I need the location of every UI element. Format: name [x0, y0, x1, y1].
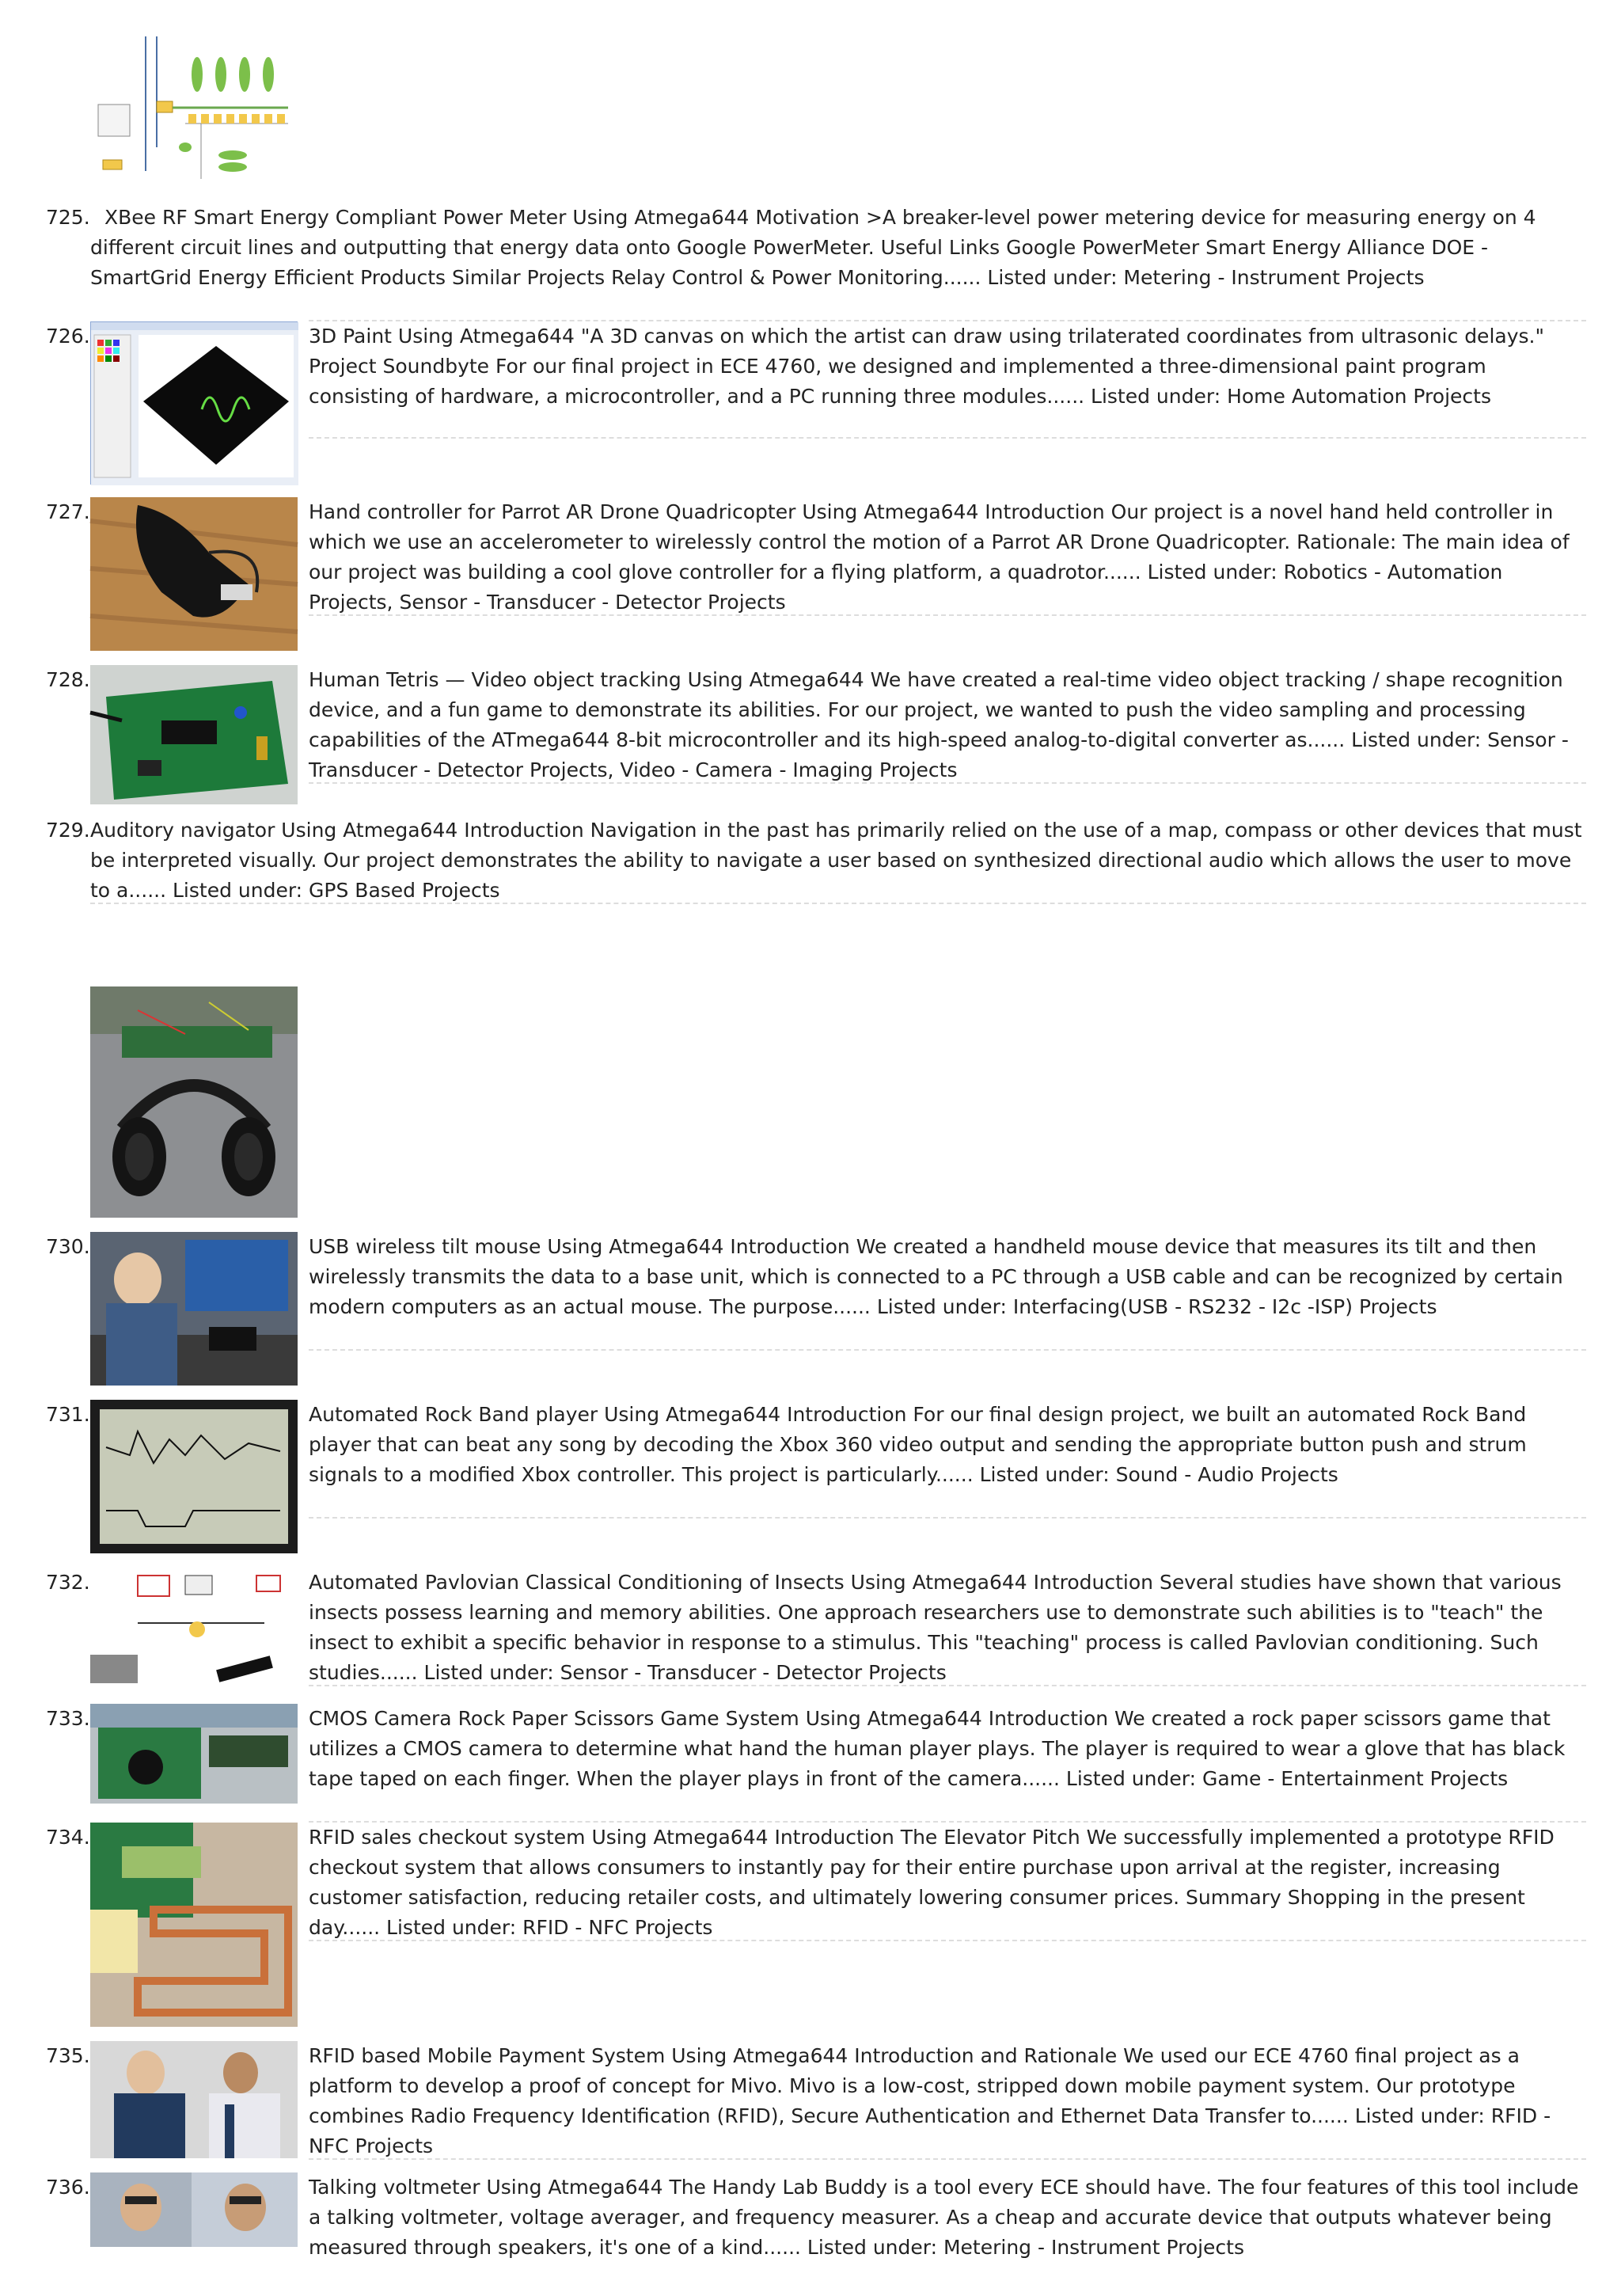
entry-description[interactable] — [309, 2172, 1583, 2263]
entry-text: RFID based Mobile Payment System Using Atmega644 Introduction and Rationale We used our ECE 4760 final project as a platform to develop a proof of concept for Mivo. Mivo is a low-cost, stripped down mobile payment system. Our prototype combines Radio Frequency Identification (RFID), Secure Authentication and Ethernet Data Transfer to...... Listed under: RFID - NFC Projects — [309, 2044, 1551, 2157]
entry-text: XBee RF Smart Energy Compliant Power Meter Using Atmega644 Motivation >A breaker-level power metering device for measuring energy on 4 different circuit lines and outputting that energy data onto Google PowerMeter. Useful Links Google PowerMeter Smart Energy Alliance DOE - SmartGrid Energy Efficient Products Similar Projects Relay Control & Power Monitoring...... Listed under: Metering - Instrument Projects — [90, 206, 1536, 289]
entry-description[interactable] — [309, 665, 1583, 781]
cmos-camera-thumbnail[interactable] — [90, 1704, 298, 1804]
pavlovian-diagram-thumbnail[interactable] — [90, 1568, 298, 1691]
entry-number: 725. — [46, 206, 90, 229]
entry-number: 736. — [46, 2176, 90, 2199]
entry-separator — [309, 1517, 1586, 1519]
circuit-diagram-image — [90, 29, 298, 187]
entry-separator — [309, 614, 1586, 616]
entry-text: CMOS Camera Rock Paper Scissors Game System Using Atmega644 Introduction We created a rock paper scissors game that utilizes a CMOS camera to determine what hand the human player plays. The player is required to wear a glove that has black tape taped on each finger. When the player plays in front of the camera...... Listed under: Game - Entertainment Projects — [309, 1707, 1566, 1790]
experiment-diagram-image — [90, 1568, 298, 1691]
entry-number: 730. — [46, 1235, 90, 1258]
tilt-mouse-thumbnail[interactable] — [90, 1232, 298, 1386]
entry-description[interactable] — [309, 1568, 1583, 1684]
person-at-desk-photo — [90, 1232, 298, 1386]
circuit-board-photo — [90, 665, 298, 804]
entry-number: 729. — [46, 819, 90, 842]
entry-text: Hand controller for Parrot AR Drone Quadricopter Using Atmega644 Introduction Our project is a novel hand held controller in which we use an accelerometer to wirelessly control the motion of a Parrot AR Drone Quadricopter. Rationale: The main idea of our project was building a cool glove controller for a flying platform, a quadrotor...... Listed under: Robotics - Automation Projects, Sensor - Transducer - Detector Projects — [309, 500, 1570, 614]
mobile-payment-thumbnail[interactable] — [90, 2041, 298, 2158]
oscilloscope-screen-photo — [90, 1400, 298, 1553]
entry-description[interactable] — [90, 203, 1583, 293]
entry-text: Human Tetris — Video object tracking Using Atmega644 We have created a real-time video object tracking / shape recognition device, and a fun game to demonstrate its abilities. For our project, we wanted to push the video sampling and processing capabilities of the ATmega644 8-bit microcontroller and its high-speed analog-to-digital converter as...... Listed under: Sensor - Transducer - Detector Projects, Video - Camera - Imaging Projects — [309, 668, 1569, 781]
entry-number: 727. — [46, 500, 90, 523]
power-meter-diagram-thumbnail[interactable] — [90, 29, 298, 187]
entry-text: Talking voltmeter Using Atmega644 The Handy Lab Buddy is a tool every ECE should have. The four features of this tool include a talking voltmeter, voltage averager, and frequency measurer. As a cheap and accurate device that outputs whatever being measured through speakers, it's one of a kind...... Listed under: Metering - Instrument Projects — [309, 2176, 1579, 2259]
entry-separator — [309, 437, 1586, 439]
entry-text: Automated Pavlovian Classical Conditioning of Insects Using Atmega644 Introduction Several studies have shown that various insects possess learning and memory abilities. One approach researchers use to demonstrate such abilities is to "teach" the insect to exhibit a specific behavior in response to a stimulus. This "teaching" process is called Pavlovian conditioning. Such studies...... Listed under: Sensor - Transducer - Detector Projects — [309, 1571, 1562, 1684]
video-tracking-board-thumbnail[interactable] — [90, 665, 298, 804]
entry-text: 3D Paint Using Atmega644 "A 3D canvas on which the artist can draw using trilaterated coordinates from ultrasonic delays." Project Soundbyte For our final project in ECE 4760, we designed and implemented a three-dimensional paint program consisting of hardware, a microcontroller, and a PC running three modules...... Listed under: Home Automation Projects — [309, 325, 1544, 408]
software-window-image — [91, 322, 298, 485]
entry-description[interactable] — [309, 497, 1583, 614]
glove-controller-photo — [90, 497, 298, 651]
oscilloscope-thumbnail[interactable] — [90, 1400, 298, 1553]
entry-description[interactable] — [309, 321, 1583, 412]
camera-board-photo — [90, 1704, 298, 1804]
entry-number: 731. — [46, 1403, 90, 1426]
entry-separator — [309, 782, 1586, 784]
drone-glove-thumbnail[interactable] — [90, 497, 298, 651]
two-students-photo — [90, 2041, 298, 2158]
two-people-photo — [90, 2172, 298, 2247]
talking-voltmeter-thumbnail[interactable] — [90, 2172, 298, 2247]
entry-description[interactable] — [309, 1704, 1583, 1794]
entry-number: 735. — [46, 2044, 90, 2067]
rfid-checkout-thumbnail[interactable] — [90, 1823, 298, 2027]
entry-text: RFID sales checkout system Using Atmega644 Introduction The Elevator Pitch We successfully implemented a prototype RFID checkout system that allows consumers to instantly pay for their entire purchase upon arrival at the register, increasing customer satisfaction, reducing retailer costs, and ultimately lowering consumer prices. Summary Shopping in the present day...... Listed under: RFID - NFC Projects — [309, 1826, 1555, 1939]
entry-separator — [309, 2158, 1586, 2160]
entry-description[interactable] — [90, 815, 1583, 906]
entry-separator — [90, 903, 1586, 904]
entry-separator — [309, 1940, 1586, 1941]
entry-description[interactable] — [309, 1400, 1583, 1490]
entry-number: 733. — [46, 1707, 90, 1730]
auditory-navigator-thumbnail[interactable] — [90, 986, 298, 1218]
entry-number: 734. — [46, 1826, 90, 1849]
entry-number: 732. — [46, 1571, 90, 1594]
entry-number: 726. — [46, 325, 90, 348]
3d-paint-thumbnail[interactable] — [90, 321, 298, 485]
rfid-antenna-photo — [90, 1823, 298, 2027]
headphones-photo — [90, 986, 298, 1218]
entry-separator — [309, 1349, 1586, 1351]
entry-description[interactable] — [309, 1823, 1583, 1939]
entry-text: Auditory navigator Using Atmega644 Introduction Navigation in the past has primarily relied on the use of a map, compass or other devices that must be interpreted visually. Our project demonstrates the ability to navigate a user based on synthesized directional audio which allows the user to move to a...... Listed under: GPS Based Projects — [90, 819, 1582, 902]
entry-number: 728. — [46, 668, 90, 691]
entry-description[interactable] — [309, 1232, 1583, 1322]
entry-description[interactable] — [309, 2041, 1583, 2157]
entry-separator — [309, 1685, 1586, 1686]
entry-text: USB wireless tilt mouse Using Atmega644 Introduction We created a handheld mouse device that measures its tilt and then wirelessly transmits the data to a base unit, which is connected to a PC through a USB cable and can be recognized by certain modern computers as an actual mouse. The purpose...... Listed under: Interfacing(USB - RS232 - I2c -ISP) Projects — [309, 1235, 1563, 1318]
entry-text: Automated Rock Band player Using Atmega644 Introduction For our final design project, we built an automated Rock Band player that can beat any song by decoding the Xbox 360 video output and sending the appropriate button push and strum signals to a modified Xbox controller. This project is particularly...... Listed under: Sound - Audio Projects — [309, 1403, 1527, 1486]
